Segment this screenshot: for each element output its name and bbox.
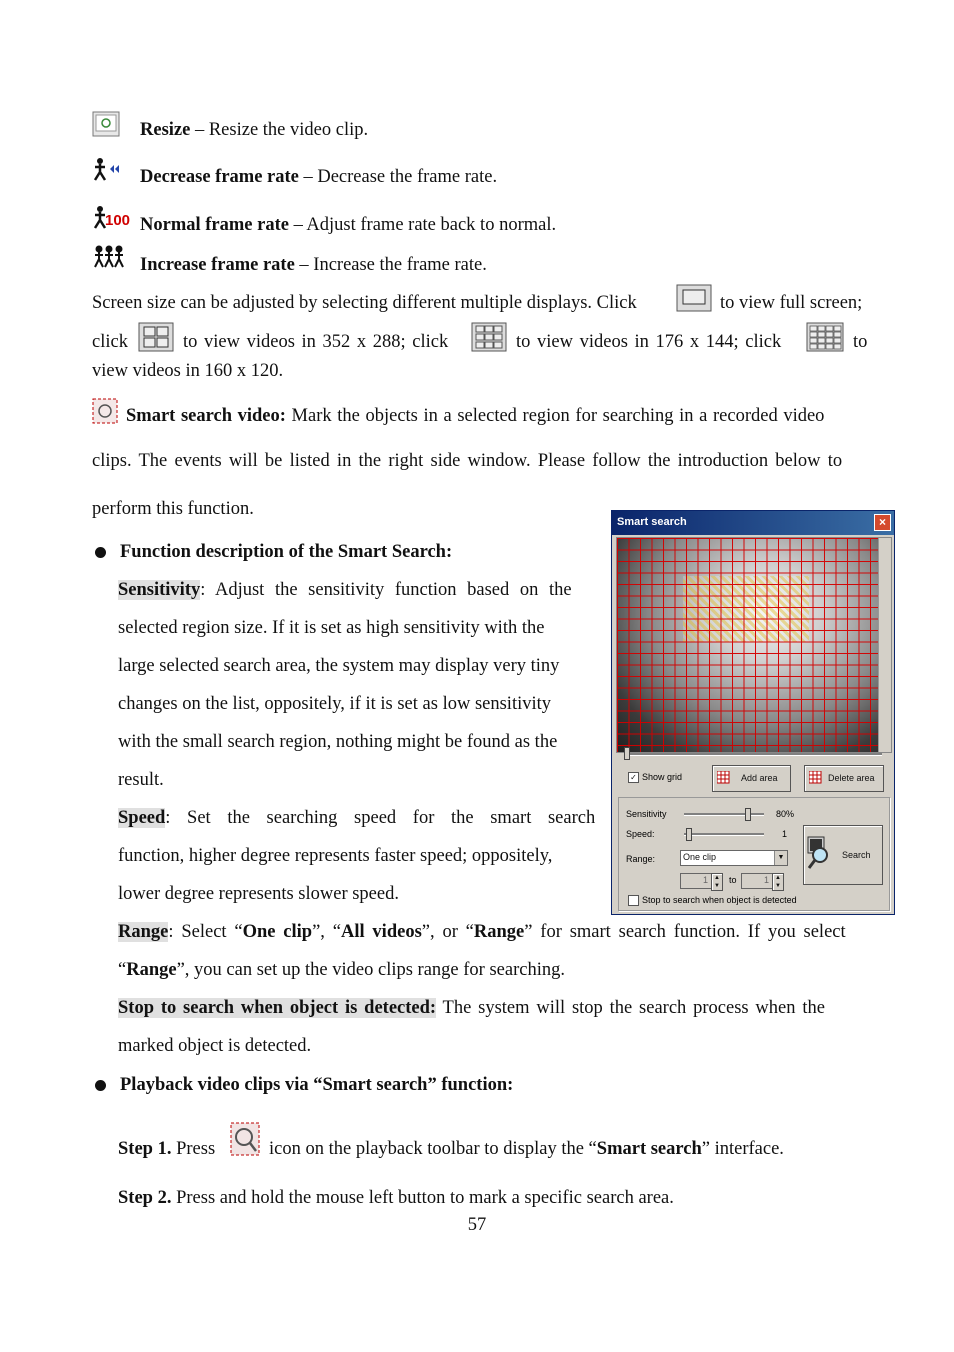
svg-text:100: 100	[105, 212, 130, 229]
chevron-down-icon[interactable]: ▼	[774, 851, 787, 865]
range-from-field[interactable]	[680, 873, 712, 889]
timeline-track[interactable]	[624, 753, 882, 756]
bullet-function	[95, 547, 106, 558]
smart-search-toolbar-icon	[229, 1121, 261, 1163]
increase-frame-rate-icon	[92, 245, 130, 279]
range-to-stepper[interactable]: ▲ ▼	[772, 873, 784, 891]
speed-line-1: Speed: Set the searching speed for the smart search	[118, 808, 596, 828]
sixteen-view-icon	[806, 322, 844, 358]
decrease-frame-rate-desc: Decrease frame rate – Decrease the frame rate.	[140, 167, 498, 187]
delete-area-button[interactable]	[804, 765, 884, 792]
search-button-label: Search	[842, 850, 871, 860]
screen-size-line-1b: to view full screen;	[720, 293, 863, 313]
range-line-1: Range: Select “One clip”, “All videos”, or “Range” for smart search function. If you select	[118, 922, 846, 942]
range-selected-value: One clip	[683, 852, 717, 862]
delete-area-label: Delete area	[828, 773, 875, 783]
video-preview[interactable]	[616, 537, 892, 753]
sensitivity-line-6: result.	[118, 770, 164, 790]
nine-view-icon	[471, 322, 507, 358]
screen-size-176: to view videos in 176 x 144; click	[516, 332, 782, 352]
add-area-label: Add area	[741, 773, 778, 783]
speed-term: Speed	[118, 808, 166, 828]
sensitivity-line-1: Sensitivity: Adjust the sensitivity function based on the	[118, 580, 572, 600]
sensitivity-label: Sensitivity	[626, 809, 667, 819]
video-scrollbar[interactable]	[878, 538, 891, 752]
speed-thumb[interactable]	[686, 828, 692, 841]
page-number: 57	[467, 1215, 487, 1235]
search-button[interactable]	[803, 825, 883, 885]
smart-search-window	[611, 510, 895, 915]
sensitivity-line-5: with the small search region, nothing might be found as the	[118, 732, 558, 752]
close-button[interactable]: ×	[874, 514, 891, 531]
delete-area-icon	[809, 771, 823, 787]
speed-line-2: function, higher degree represents faster speed; oppositely,	[118, 846, 553, 866]
screen-size-to: to	[853, 332, 868, 352]
step-1-a: Step 1. Press	[118, 1139, 216, 1159]
stop-on-detect-checkbox[interactable]	[628, 895, 639, 906]
playback-heading: Playback video clips via “Smart search” function:	[120, 1075, 514, 1095]
show-grid-label: Show grid	[642, 772, 683, 782]
smart-search-icon	[92, 398, 118, 430]
add-area-icon	[717, 771, 731, 787]
screen-size-352: to view videos in 352 x 288; click	[183, 332, 449, 352]
stop-line-2: marked object is detected.	[118, 1036, 312, 1056]
range-to-label: to	[729, 875, 737, 885]
normal-frame-rate-desc: Normal frame rate – Adjust frame rate back to normal.	[140, 215, 557, 235]
step-2: Step 2. Press and hold the mouse left button to mark a specific search area.	[118, 1188, 674, 1208]
sensitivity-track[interactable]	[684, 813, 764, 816]
smart-search-line-2: clips. The events will be listed in the right side window. Please follow the introduction below to	[92, 451, 843, 471]
sensitivity-value: 80%	[776, 809, 795, 819]
decrease-frame-rate-icon	[92, 157, 122, 189]
function-heading: Function description of the Smart Search:	[120, 542, 453, 562]
range-select[interactable]	[680, 850, 788, 866]
add-area-button[interactable]	[712, 765, 791, 792]
range-from-stepper[interactable]: ▲ ▼	[711, 873, 723, 891]
normal-frame-rate-icon	[92, 205, 130, 239]
range-to-value: 1	[763, 875, 769, 885]
smart-search-line-3: perform this function.	[92, 499, 254, 519]
range-from-value: 1	[702, 875, 708, 885]
sensitivity-line-3: large selected search area, the system may display very tiny	[118, 656, 560, 676]
range-term: Range	[118, 922, 169, 942]
window-titlebar[interactable]	[612, 511, 894, 535]
screen-size-160: view videos in 160 x 120.	[92, 361, 284, 381]
speed-track[interactable]	[684, 833, 764, 836]
screen-size-click: click	[92, 332, 128, 352]
sensitivity-thumb[interactable]	[745, 808, 751, 821]
window-title: Smart search	[617, 516, 687, 528]
stop-on-detect-label: Stop to search when object is detected	[642, 895, 797, 905]
bullet-playback	[95, 1080, 106, 1091]
increase-frame-rate-desc: Increase frame rate – Increase the frame rate.	[140, 255, 487, 275]
stop-term: Stop to search when object is detected:	[118, 998, 437, 1018]
speed-label: Speed:	[626, 829, 655, 839]
speed-value: 1	[782, 829, 788, 839]
resize-desc: Resize – Resize the video clip.	[140, 120, 369, 140]
range-label: Range:	[626, 854, 656, 864]
timeline-thumb[interactable]	[624, 747, 630, 760]
quad-view-icon	[138, 322, 174, 358]
resize-icon	[92, 111, 120, 143]
search-icon	[807, 836, 833, 872]
show-grid-checkbox[interactable]: ✓	[628, 772, 639, 783]
step-1-b: icon on the playback toolbar to display the “Smart search” interface.	[269, 1139, 784, 1159]
search-grid	[617, 538, 891, 752]
speed-line-3: lower degree represents slower speed.	[118, 884, 399, 904]
full-screen-icon	[676, 284, 712, 318]
smart-search-line-1: Smart search video: Mark the objects in a selected region for searching in a recorded video	[126, 406, 825, 426]
stop-line-1: Stop to search when object is detected: The system will stop the search process when the	[118, 998, 825, 1018]
screen-size-line-1: Screen size can be adjusted by selecting different multiple displays. Click	[92, 293, 637, 313]
range-to-field[interactable]	[741, 873, 773, 889]
sensitivity-line-4: changes on the list, oppositely, if it is set as low sensitivity	[118, 694, 551, 714]
range-line-2: “Range”, you can set up the video clips range for searching.	[118, 960, 565, 980]
sensitivity-term: Sensitivity	[118, 580, 201, 600]
sensitivity-line-2: selected region size. If it is set as high sensitivity with the	[118, 618, 545, 638]
